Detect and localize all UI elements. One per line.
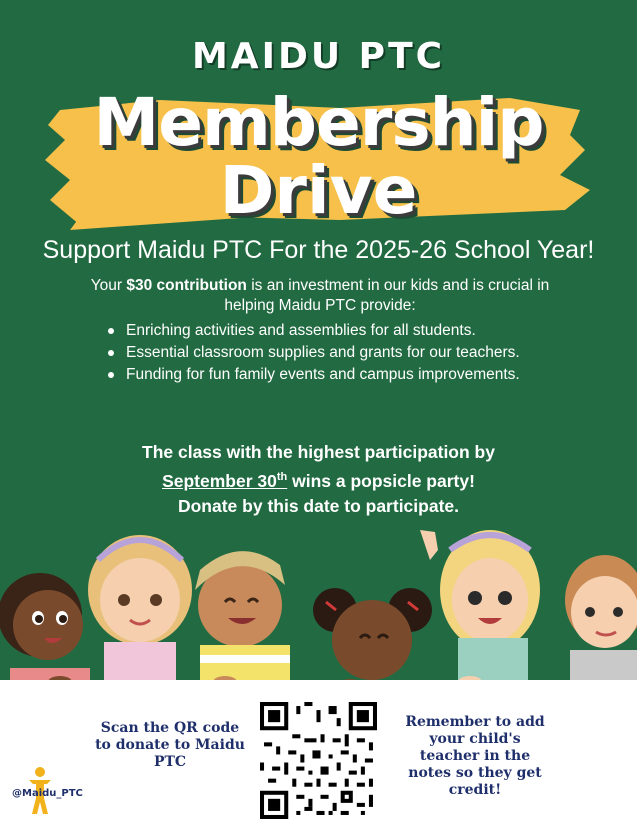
intro-contribution-amount: $30 contribution (126, 277, 247, 294)
kid-illustration (313, 588, 432, 680)
kid-illustration (88, 535, 192, 692)
title-membership: Membership (93, 84, 544, 161)
list-item: Enriching activities and assemblies for all students. (104, 320, 534, 342)
kid-illustration (420, 530, 540, 683)
intro-before: Your (90, 277, 127, 294)
callout-line-3: Donate by this date to participate. (177, 495, 460, 516)
benefits-list (104, 320, 534, 386)
bullet-icon (108, 372, 114, 378)
list-item: Funding for fun family events and campus improvements. (104, 364, 534, 386)
subtitle: Support Maidu PTC For the 2025-26 School Year! (42, 236, 595, 264)
title-drive: Drive (219, 152, 418, 229)
kids-illustration (0, 520, 637, 700)
intro-after: is an investment in our kids and is crucial in helping Maidu PTC provide: (224, 277, 550, 314)
bullet-icon (108, 350, 114, 356)
org-name: MAIDU PTC (191, 36, 446, 77)
bullet-icon (108, 328, 114, 334)
callout-line-2: September 30th wins a popsicle party! (162, 470, 475, 491)
qr-code[interactable] (260, 702, 377, 819)
participation-callout (60, 440, 577, 519)
callout-line-1: The class with the highest participation by (142, 442, 495, 462)
intro-paragraph (90, 276, 550, 316)
deadline-date: September 30th (162, 470, 288, 491)
kid-illustration (565, 555, 637, 690)
list-item: Essential classroom supplies and grants for our teachers. (104, 342, 534, 364)
teacher-reminder: Remember to add your child's teacher in the notes so they get credit! (405, 714, 545, 798)
kid-illustration (195, 551, 290, 690)
scan-instructions: Scan the QR code to donate to Maidu PTC (95, 720, 245, 770)
social-handle[interactable]: @Maidu_PTC (12, 788, 83, 799)
